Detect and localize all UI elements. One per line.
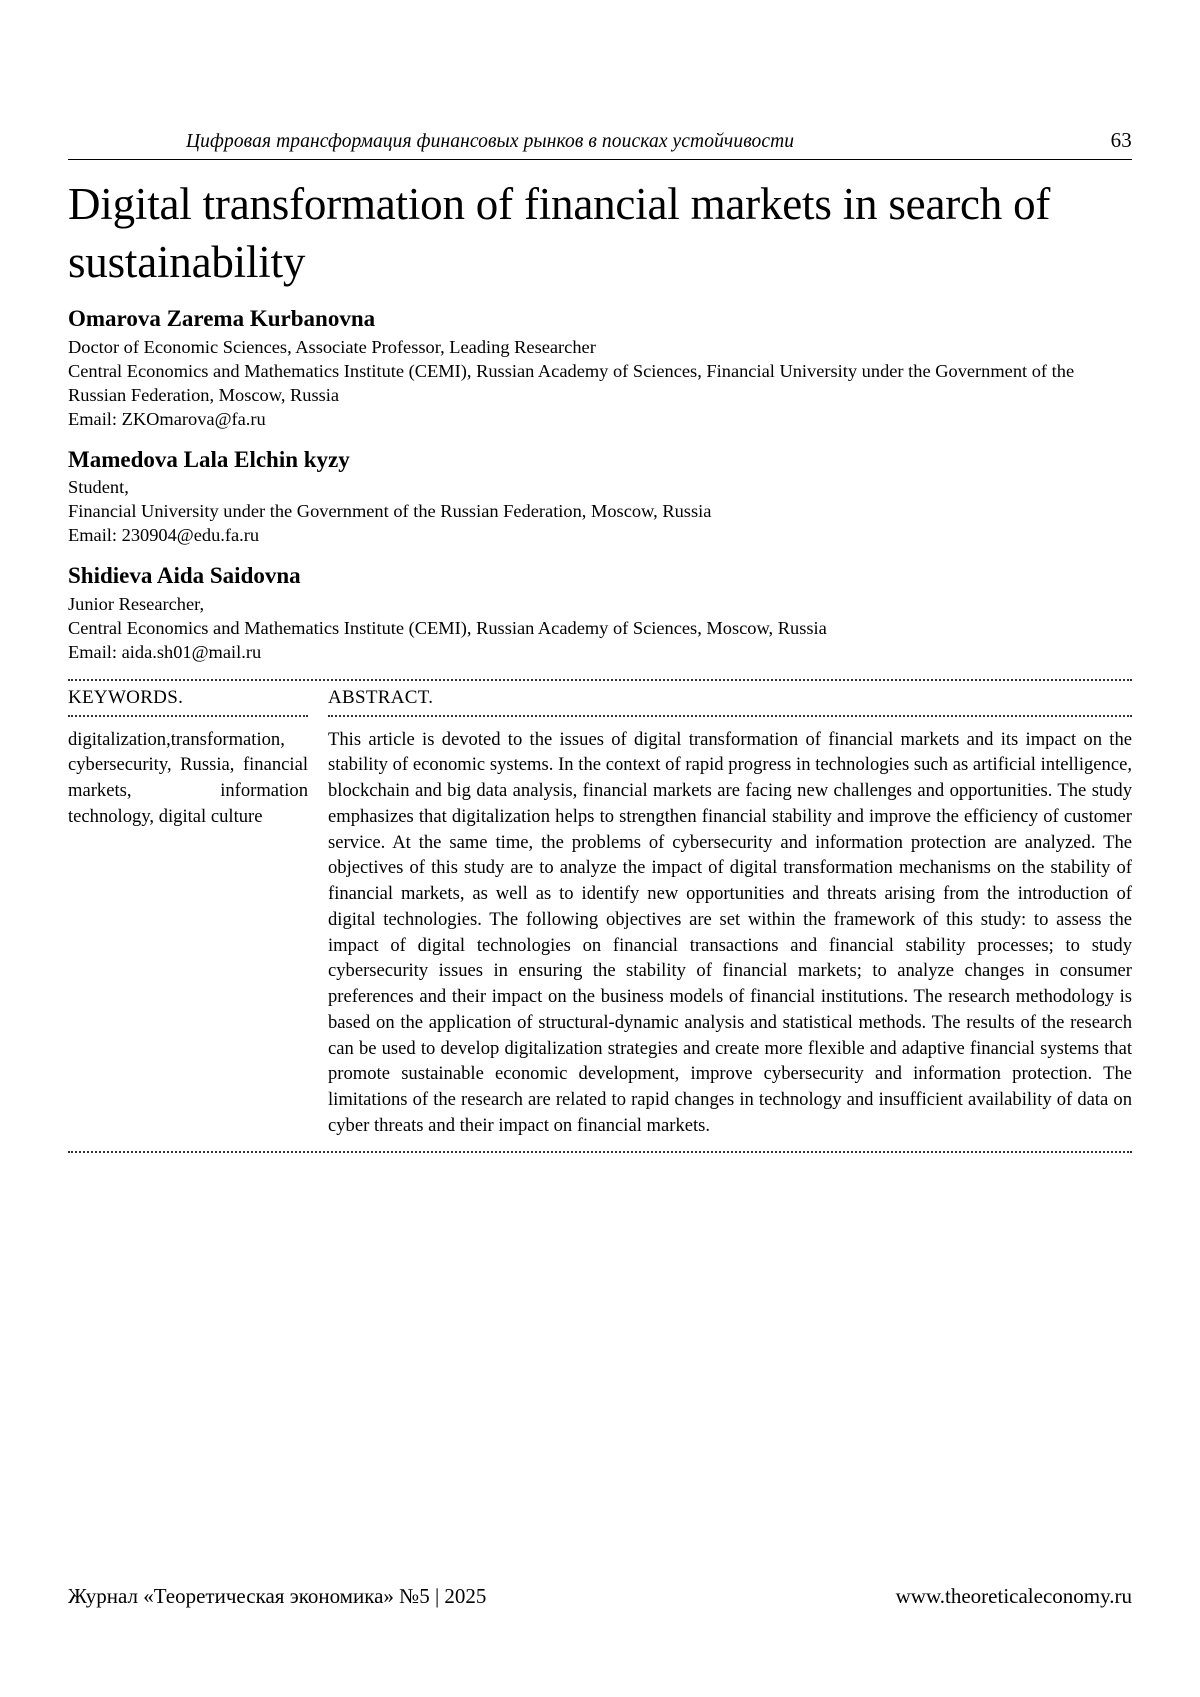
author-name: Omarova Zarema Kurbanovna bbox=[68, 306, 376, 332]
keywords-column bbox=[68, 681, 318, 1151]
author-affiliation-line: Student, bbox=[68, 477, 129, 498]
keywords-text: digitalization,transformation, cybersecurity, Russia, financial markets, information technology, digital culture bbox=[68, 728, 308, 827]
author-email: Email: aida.sh01@mail.ru bbox=[68, 641, 262, 662]
keywords-abstract-columns bbox=[68, 681, 1132, 1151]
footer-website: www.theoreticaleconomy.ru bbox=[895, 1584, 1132, 1608]
abstract-heading: ABSTRACT. bbox=[328, 681, 1132, 717]
running-head bbox=[68, 0, 1132, 160]
author-affiliation-line: Doctor of Economic Sciences, Associate Professor, Leading Researcher bbox=[68, 336, 596, 357]
running-head-title: Цифровая трансформация финансовых рынков в поисках устойчивости bbox=[186, 131, 795, 152]
author-affiliation-line: Junior Researcher, bbox=[68, 593, 205, 614]
page-title: Digital transformation of financial markets in search of sustainability bbox=[68, 179, 1051, 287]
abstract-column bbox=[318, 681, 1132, 1151]
author-email: Email: 230904@edu.fa.ru bbox=[68, 525, 260, 546]
page-footer bbox=[68, 1584, 1132, 1609]
author-name: Shidieva Aida Saidovna bbox=[68, 563, 301, 589]
author-block-2 bbox=[68, 446, 1132, 549]
author-name: Mamedova Lala Elchin kyzy bbox=[68, 446, 350, 472]
footer-journal-info: Журнал «Теоретическая экономика» №5 | 2025 bbox=[68, 1584, 487, 1608]
author-email: Email: ZKOmarova@fa.ru bbox=[68, 408, 266, 429]
author-affiliation-line: Financial University under the Government of the Russian Federation, Moscow, Russia bbox=[68, 501, 712, 522]
page-number: 63 bbox=[1110, 128, 1132, 152]
keywords-abstract-section bbox=[68, 679, 1132, 1153]
keywords-heading: KEYWORDS. bbox=[68, 681, 308, 717]
author-affiliation-line: Central Economics and Mathematics Institute (CEMI), Russian Academy of Sciences, Moscow, Russia bbox=[68, 617, 827, 638]
page-content bbox=[68, 0, 1132, 1153]
abstract-text: This article is devoted to the issues of digital transformation of financial markets and its impact on the stability of economic systems. In the context of rapid progress in technologies such as artificial intelligence, blockchain and big data analysis, financial markets are facing new challenges and opportunities. The study emphasizes that digitalization helps to strengthen financial stability and improve the efficiency of customer service. At the same time, the problems of cybersecurity and information protection are analyzed. The objectives of this study are to analyze the impact of digital transformation mechanisms on the stability of financial markets, as well as to identify new opportunities and threats arising from the introduction of digital technologies. The following objectives are set within the framework of this study: to assess the impact of digital technologies on financial transactions and financial stability processes; to study cybersecurity issues in ensuring the stability of financial markets; to analyze changes in consumer preferences and their impact on the business models of financial institutions. The research methodology is based on the application of structural-dynamic analysis and statistical methods. The results of the research can be used to develop digitalization strategies and create more flexible and adaptive financial systems that promote sustainable economic development, improve cybersecurity and information protection. The limitations of the research are related to rapid changes in technology and insufficient availability of data on cyber threats and their impact on financial markets. bbox=[328, 728, 1132, 1136]
author-block-1 bbox=[68, 305, 1132, 431]
author-affiliation-line: Central Economics and Mathematics Institute (CEMI), Russian Academy of Sciences, Financial University under the Government of the Russian Federation, Moscow, Russia bbox=[68, 360, 1075, 405]
author-block-3 bbox=[68, 562, 1132, 665]
